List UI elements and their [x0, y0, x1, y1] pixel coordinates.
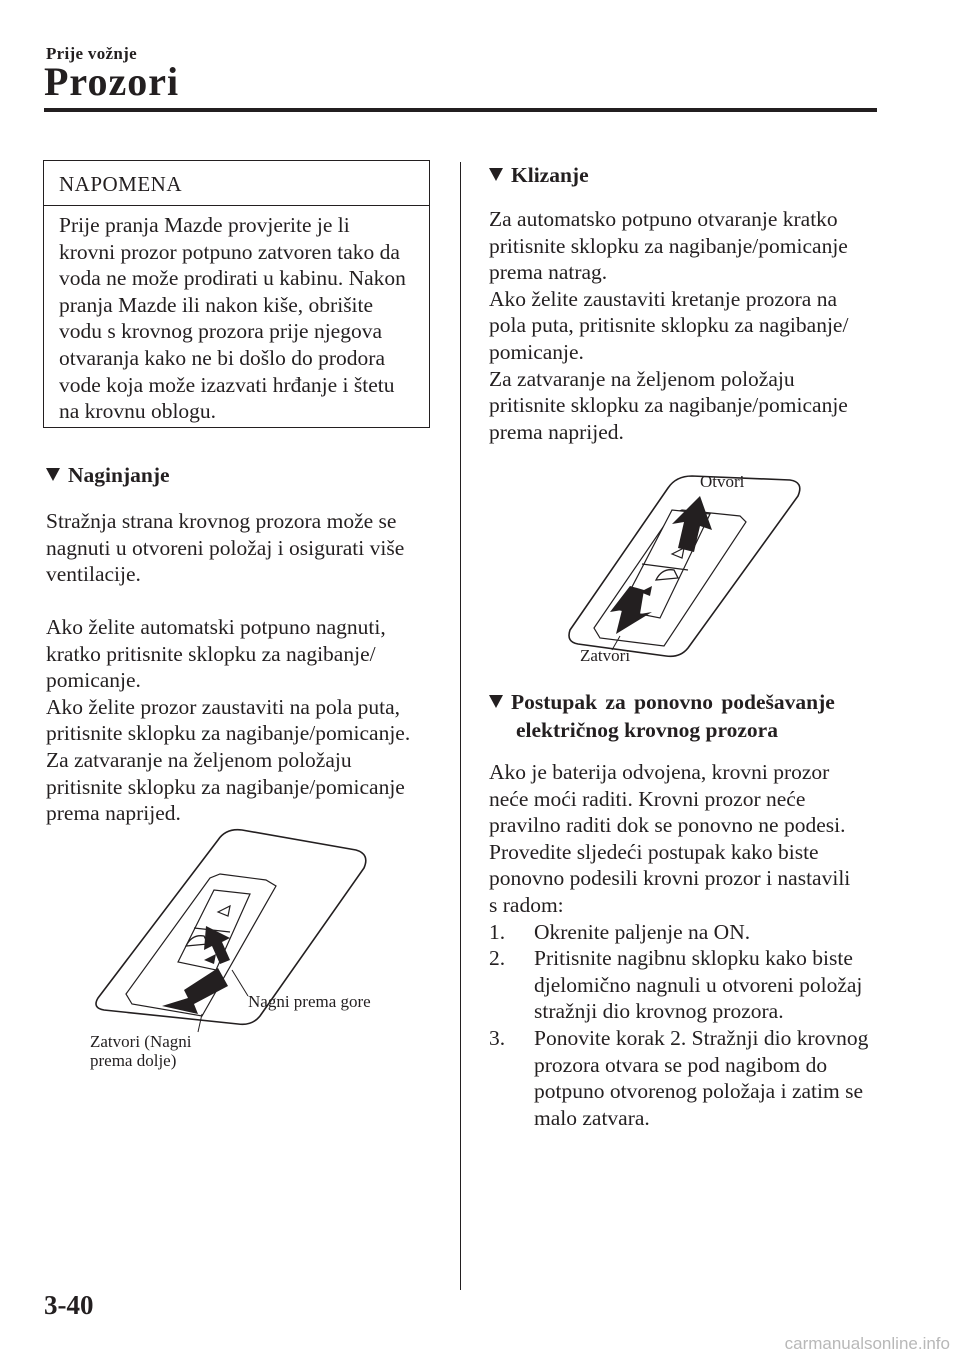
text-line: Ako želite zaustaviti kretanje prozora na — [489, 286, 838, 311]
text-line: nagnuti u otvoreni položaj i osigurati više — [46, 535, 405, 560]
text-line: pritisnite sklopku za nagibanje/pomicanje — [46, 774, 405, 799]
section-label: Prije vožnje — [46, 44, 137, 63]
naginjanje-para1 — [46, 508, 404, 588]
open-label: Otvori — [700, 472, 745, 491]
column-divider — [460, 162, 461, 1290]
note-line: pranja Mazde ili nakon kiše, obrišite — [59, 292, 374, 317]
postupak-text — [489, 759, 868, 1131]
step-number: 3. — [489, 1025, 506, 1050]
note-line: voda ne može prodirati u kabinu. Nakon — [59, 266, 406, 291]
text-line: kratko pritisnite sklopku za nagibanje/ — [46, 641, 376, 666]
text-line: s radom: — [489, 892, 564, 917]
text-line: Za automatsko potpuno otvaranje kratko — [489, 207, 838, 231]
text-line: pomicanje. — [489, 339, 584, 364]
postupak-heading — [489, 688, 835, 744]
note-line: otvaranja kako ne bi došlo do prodora — [59, 345, 385, 370]
step-line: Ponovite korak 2. Stražnji dio krovnog — [534, 1025, 869, 1050]
note-line: na krovnu oblogu. — [59, 399, 217, 424]
text-line: Provedite sljedeći postupak kako biste — [489, 839, 819, 864]
note-line: krovni prozor potpuno zatvoren tako da — [59, 239, 400, 264]
step-line: potpuno otvorenog položaja i zatim se — [534, 1079, 863, 1104]
step-line: Okrenite paljenje na ON. — [534, 919, 751, 944]
title-rule — [44, 108, 877, 112]
klizanje-text — [489, 206, 848, 445]
note-line: vodu s krovnog prozora prije njegova — [59, 319, 383, 344]
klizanje-heading — [489, 161, 589, 189]
klizanje-heading-text: Klizanje — [511, 163, 589, 187]
text-line: ponovno podesili krovni prozor i nastavili — [489, 866, 851, 891]
text-line: pritisnite sklopku za nagibanje/pomicanje — [489, 233, 848, 258]
step-line: Pritisnite nagibnu sklopku kako biste — [534, 946, 853, 971]
text-line: pravilno raditi dok se ponovno ne podesi. — [489, 813, 846, 838]
close-tilt-down-label-line2: prema dolje) — [90, 1051, 177, 1070]
text-line: pritisnite sklopku za nagibanje/pomicanje. — [46, 721, 411, 746]
text-line: Za zatvaranje na željenom položaju — [489, 366, 795, 391]
note-line: Prije pranja Mazde provjerite je li — [59, 213, 350, 237]
note-box — [43, 160, 430, 428]
step-number: 1. — [489, 919, 506, 944]
postupak-heading-line2: električnog krovnog prozora — [516, 718, 778, 742]
postupak-heading-line1: Postupak za ponovno podešavanje — [511, 690, 835, 714]
step-line: prozora otvara se pod nagibom do — [534, 1052, 828, 1077]
naginjanje-heading-text: Naginjanje — [68, 463, 170, 487]
text-line: Ako želite automatski potpuno nagnuti, — [46, 615, 386, 639]
text-line: Ako je baterija odvojena, krovni prozor — [489, 760, 830, 784]
triangle-bullet-icon — [46, 468, 60, 481]
text-line: pomicanje. — [46, 668, 141, 693]
text-line: ventilacije. — [46, 562, 141, 587]
naginjanje-heading — [46, 461, 170, 489]
step-line: malo zatvara. — [534, 1105, 650, 1130]
step-line: stražnji dio krovnog prozora. — [534, 999, 784, 1024]
page-title: Prozori — [44, 59, 180, 104]
slide-switch-illustration — [560, 460, 810, 670]
text-line: pritisnite sklopku za nagibanje/pomicanje — [489, 393, 848, 418]
tilt-switch-figure — [70, 820, 410, 1080]
text-line: neće moći raditi. Krovni prozor neće — [489, 786, 806, 811]
step-item — [489, 945, 868, 1025]
triangle-bullet-icon — [489, 695, 503, 708]
step-line: djelomično nagnuli u otvoreni položaj — [534, 972, 863, 997]
naginjanje-para2 — [46, 614, 410, 827]
text-line: Ako želite prozor zaustaviti na pola puta, — [46, 694, 401, 719]
watermark-link[interactable]: carmanualsonline.info — [784, 1334, 950, 1353]
note-line: vode koja može izazvati hrđanje i štetu — [59, 372, 395, 397]
note-body — [44, 206, 429, 425]
text-line: prema natrag. — [489, 260, 608, 285]
note-title: NAPOMENA — [44, 161, 429, 206]
close-tilt-down-label-line1: Zatvori (Nagni — [90, 1032, 192, 1051]
text-line: pola puta, pritisnite sklopku za nagibanje/ — [489, 313, 849, 338]
text-line: prema naprijed. — [489, 419, 624, 444]
step-number: 2. — [489, 946, 506, 971]
triangle-bullet-icon — [489, 168, 503, 181]
text-line: Stražnja strana krovnog prozora može se — [46, 509, 397, 533]
step-item — [489, 1025, 868, 1131]
slide-switch-figure — [560, 460, 810, 670]
step-item — [489, 919, 868, 946]
text-line: Za zatvaranje na željenom položaju — [46, 747, 352, 772]
close-label: Zatvori — [580, 646, 631, 665]
text-line: prema naprijed. — [46, 801, 181, 826]
page-number: 3-40 — [44, 1290, 94, 1320]
tilt-up-label: Nagni prema gore — [248, 992, 371, 1011]
